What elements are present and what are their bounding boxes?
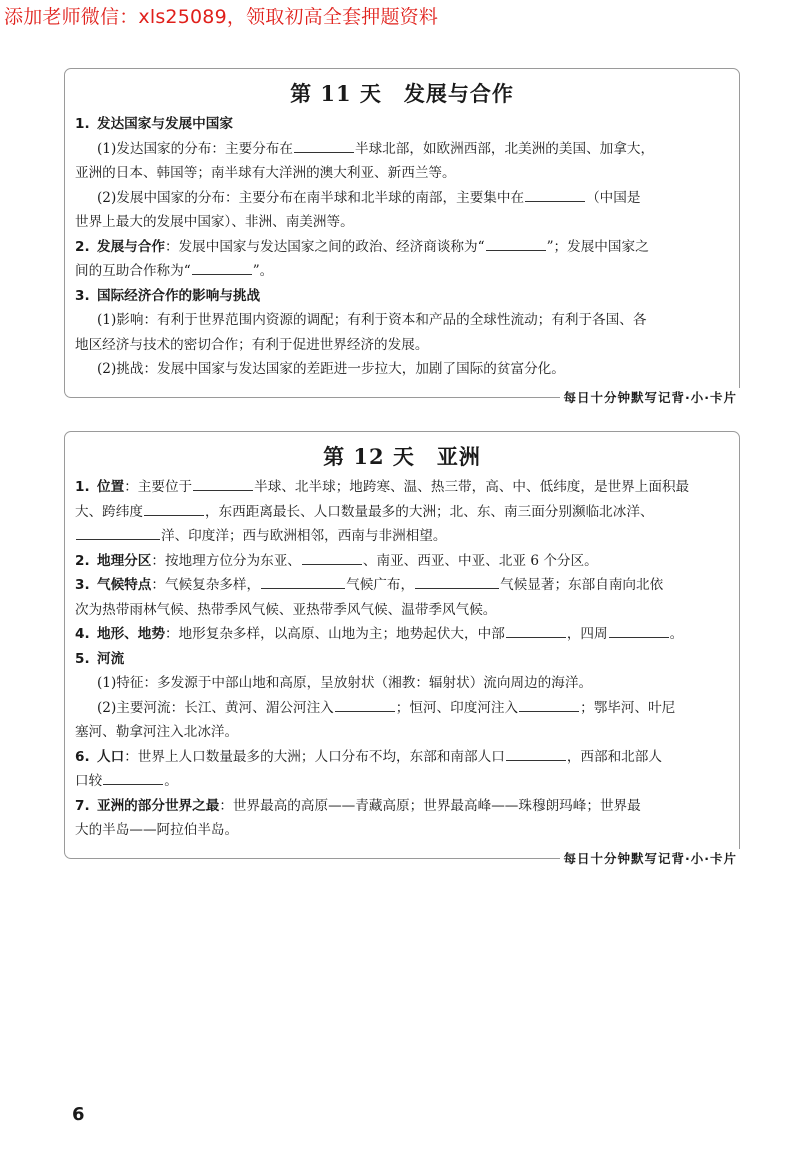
item-heading: 气候特点 [97,577,152,593]
text-line [75,112,731,137]
item-number: 2. [75,238,90,255]
card-day-label: 第 12 天 [323,444,415,469]
text-segment: 次为热带雨林气候、热带季风气候、亚热带季风气候、温带季风气候。 [75,601,497,618]
text-segment: ”。 [252,263,274,279]
text-segment: 洋、印度洋；西与欧洲相邻，西南与非洲相望。 [161,528,447,544]
fill-blank [76,525,160,540]
fill-blank [103,770,163,785]
text-segment: ：地形复杂多样，以高原、山地为主；地势起伏大，中部 [164,626,505,642]
card-footer-tag: 每日十分钟默写记背·小·卡片 [560,849,742,867]
item-heading: 位置 [97,479,125,495]
card-footer-tag: 每日十分钟默写记背·小·卡片 [560,388,742,406]
text-segment: 。 [669,626,684,642]
item-heading: 国际经济合作的影响与挑战 [97,287,261,304]
item-number: 1. [75,116,90,132]
text-line [75,671,731,696]
study-card-day-12 [64,431,740,866]
card-title [65,441,739,469]
text-segment: ；鄂毕河、叶尼 [580,699,676,716]
promo-header-note: 添加老师微信：xls25089，领取初高全套押题资料 [4,6,439,28]
text-line [75,622,731,647]
text-segment: 大、跨纬度 [75,503,143,520]
text-line [75,794,731,819]
text-line [75,284,731,309]
text-segment: ，东西距离最长、人口数量最多的大洲；北、东、南三面分别濒临北冰洋、 [204,503,654,520]
text-line [75,818,731,843]
text-segment: 亚洲的日本、韩国等；南半球有大洋洲的澳大利亚、新西兰等。 [75,165,456,181]
item-heading: 亚洲的部分世界之最 [97,797,220,814]
text-line [75,308,731,333]
text-line [75,769,731,794]
text-segment: ：主要位于 [124,479,193,495]
text-line [75,357,731,382]
text-line [75,500,731,525]
text-segment: ：发展中国家与发达国家之间的政治、经济商谈称为“ [164,238,485,255]
card-title [65,78,739,106]
card-topic-label: 亚洲 [436,444,481,469]
text-line [75,720,731,745]
fill-blank [335,697,395,712]
text-line [75,259,731,284]
text-segment: 半球北部，如欧洲西部，北美洲的美国、加拿大， [354,140,655,157]
text-segment: 、南亚、西亚、中亚、北亚 6 个分区。 [362,552,598,569]
fill-blank [294,138,354,153]
item-number: 5. [75,650,90,667]
item-number: 3. [75,287,90,304]
text-line [75,745,731,770]
text-segment: 地区经济与技术的密切合作；有利于促进世界经济的发展。 [75,336,429,353]
item-heading: 人口 [97,748,125,765]
item-number: 2. [75,552,90,569]
fill-blank [144,501,204,516]
text-segment: ，四周 [566,626,608,642]
item-heading: 发达国家与发展中国家 [97,116,233,132]
text-segment: 大的半岛——阿拉伯半岛。 [75,822,239,838]
text-line [75,549,731,574]
text-line [75,647,731,672]
text-line [75,186,731,211]
fill-blank [506,623,566,638]
text-segment: (1)影响：有利于世界范围内资源的调配；有利于资本和产品的全球性流动；有利于各国、各 [97,312,647,328]
fill-blank [415,574,499,589]
text-segment: 。 [164,773,178,789]
card-content [75,475,731,843]
fill-blank [192,260,252,275]
text-segment: 塞河、勒拿河注入北冰洋。 [75,724,239,740]
text-line [75,598,731,623]
text-segment: 口较 [75,773,103,789]
text-segment: ：按地理方位分为东亚、 [151,552,301,569]
text-segment: (2)挑战：发展中国家与发达国家的差距进一步拉大，加剧了国际的贫富分化。 [97,361,565,377]
text-segment: (2)发展中国家的分布：主要分布在南半球和北半球的南部，主要集中在 [97,189,525,206]
study-card-day-11 [64,68,740,405]
text-segment: ，西部和北部人 [566,748,662,765]
text-segment: (1)发达国家的分布：主要分布在 [97,140,293,157]
card-content [75,112,731,382]
text-segment: ；恒河、印度河注入 [395,699,519,716]
card-topic-label: 发展与合作 [403,81,514,106]
item-heading: 发展与合作 [97,238,165,255]
text-segment: 半球、北半球；地跨寒、温、热三带，高、中、低纬度，是世界上面积最 [254,479,690,495]
fill-blank [609,623,669,638]
text-line [75,524,731,549]
item-number: 7. [75,797,90,814]
text-line [75,696,731,721]
text-segment: 气候显著；东部自南向北依 [500,577,664,593]
item-number: 6. [75,748,90,765]
fill-blank [261,574,345,589]
text-line [75,333,731,358]
text-segment: ：气候复杂多样， [151,577,261,593]
item-number: 4. [75,626,90,642]
item-heading: 河流 [97,650,125,667]
text-line [75,137,731,162]
page-number: 6 [72,1104,85,1125]
fill-blank [193,476,253,491]
text-line [75,573,731,598]
text-line [75,235,731,260]
text-segment: (2)主要河流：长江、黄河、湄公河注入 [97,699,334,716]
text-segment: 世界上最大的发展中国家）、非洲、南美洲等。 [75,214,354,230]
text-segment: 间的互助合作称为“ [75,263,191,279]
fill-blank [525,187,585,202]
text-segment: ”；发展中国家之 [546,238,649,255]
fill-blank [519,697,579,712]
card-day-label: 第 11 天 [290,81,382,106]
text-line [75,475,731,500]
item-heading: 地形、地势 [97,626,165,642]
text-line [75,210,731,235]
text-line [75,161,731,186]
item-number: 1. [75,479,90,495]
fill-blank [302,550,362,565]
text-segment: (1)特征：多发源于中部山地和高原，呈放射状（湘教：辐射状）流向周边的海洋。 [97,675,593,691]
text-segment: ：世界最高的高原——青藏高原；世界最高峰——珠穆朗玛峰；世界最 [219,797,641,814]
fill-blank [506,746,566,761]
text-segment: 气候广布， [346,577,415,593]
item-heading: 地理分区 [97,552,152,569]
fill-blank [486,236,546,251]
item-number: 3. [75,577,90,593]
text-segment: ：世界上人口数量最多的大洲；人口分布不均，东部和南部人口 [124,748,505,765]
text-segment: （中国是 [586,189,641,206]
